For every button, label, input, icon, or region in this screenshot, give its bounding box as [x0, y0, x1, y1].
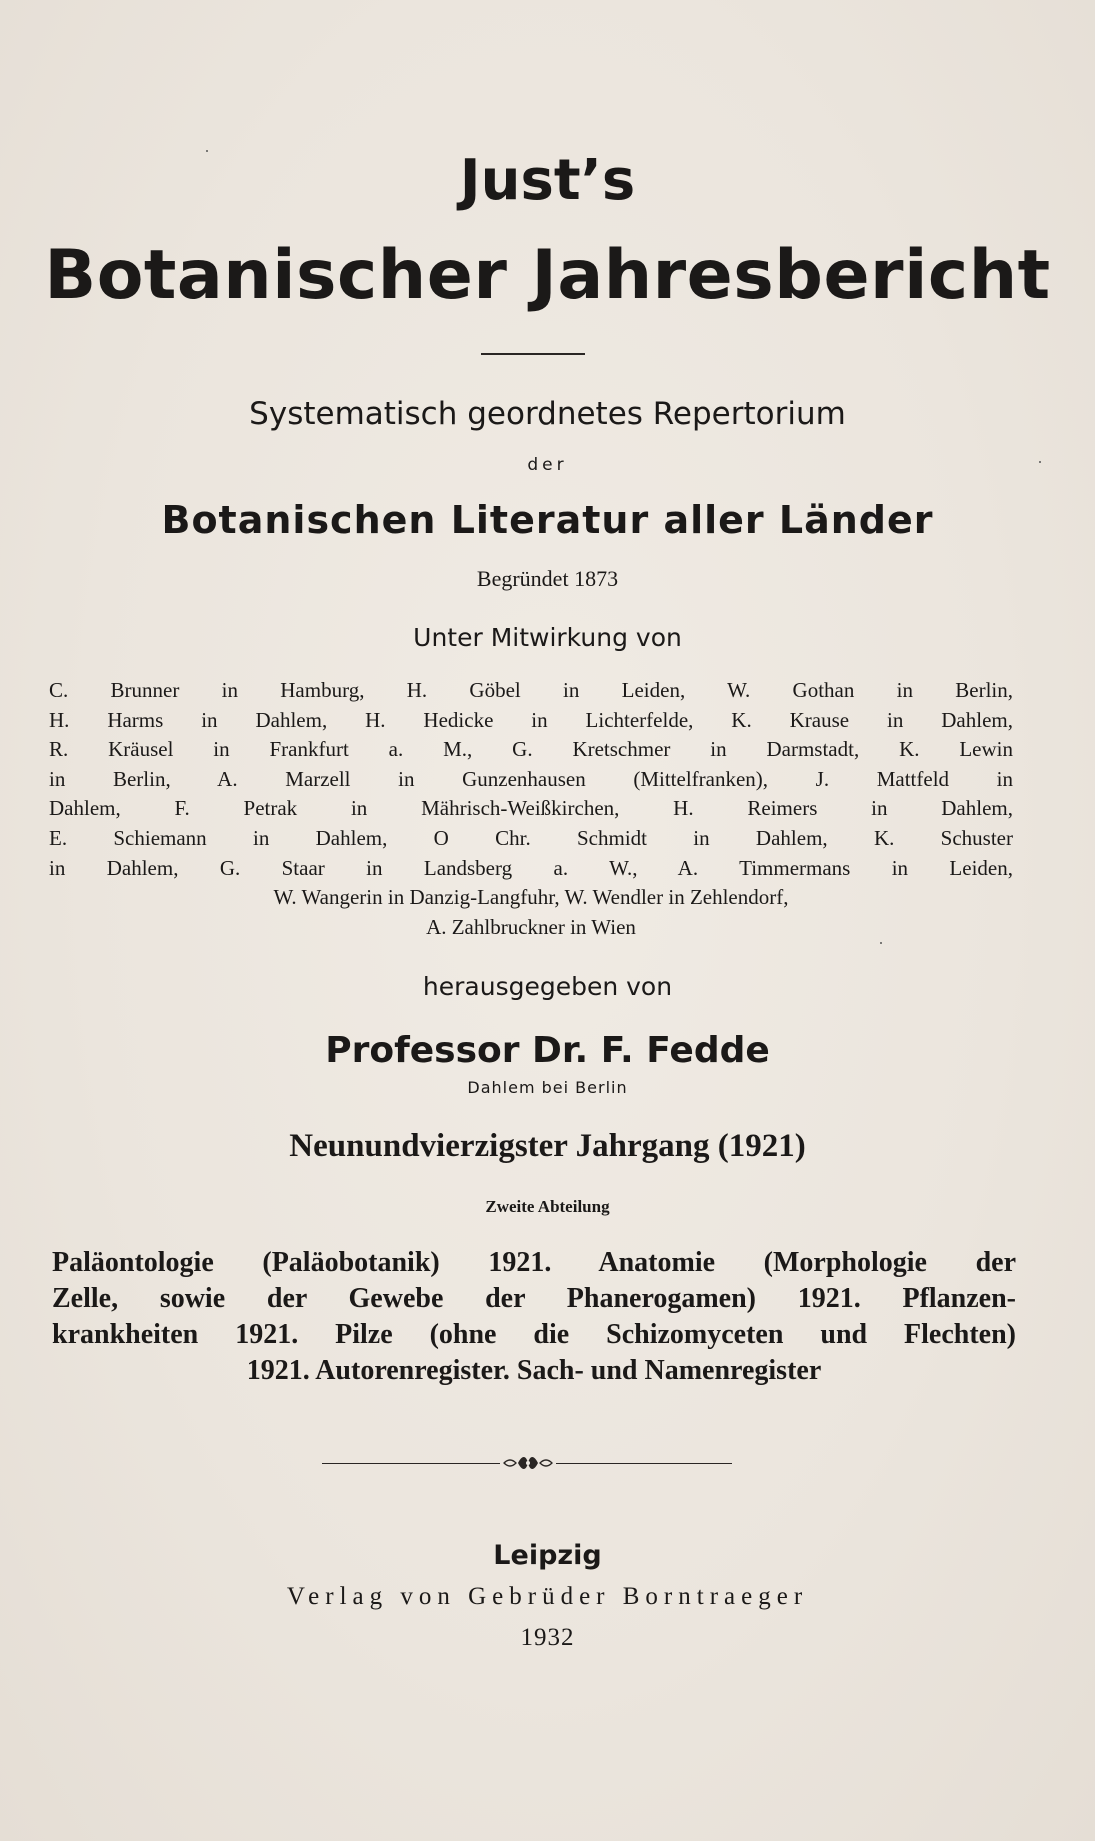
paper-speck	[1039, 461, 1041, 463]
paper-speck	[206, 150, 208, 152]
fleuron-icon	[502, 1453, 554, 1473]
title-line-1: Just’s	[459, 148, 636, 213]
cooperation-line: Unter Mitwirkung von	[413, 623, 682, 652]
contributors-line: W. Wangerin in Danzig-Langfuhr, W. Wendler in Zehlendorf,	[273, 885, 789, 909]
part-heading: Zweite Abteilung	[485, 1197, 610, 1216]
topics-line: Zelle, sowie der Gewebe der Phanerogamen) 1921. Pflanzen-	[52, 1283, 1016, 1314]
divider-rule	[481, 353, 585, 355]
contributors-line: C. Brunner in Hamburg, H. Göbel in Leiden, W. Gothan in Berlin,	[49, 678, 1013, 702]
editor-place: Dahlem bei Berlin	[467, 1078, 628, 1097]
contributors-line: R. Kräusel in Frankfurt a. M., G. Kretschmer in Darmstadt, K. Lewin	[49, 737, 1013, 761]
volume-heading: Neunundvierzigster Jahrgang (1921)	[289, 1128, 806, 1164]
editor-intro: herausgegeben von	[422, 972, 673, 1001]
literature-heading: Botanischen Literatur aller Länder	[161, 498, 934, 542]
contributors-line: in Dahlem, G. Staar in Landsberg a. W., A. Timmermans in Leiden,	[49, 856, 1013, 880]
founded-line: Begründet 1873	[476, 566, 619, 591]
publication-year: 1932	[520, 1624, 575, 1651]
contributors-line: Dahlem, F. Petrak in Mährisch-Weißkirchen, H. Reimers in Dahlem,	[49, 796, 1013, 820]
topics-line: krankheiten 1921. Pilze (ohne die Schizomyceten und Flechten)	[52, 1319, 1016, 1350]
contributors-line: A. Zahlbruckner in Wien	[426, 915, 636, 939]
city: Leipzig	[493, 1540, 602, 1571]
subtitle: Systematisch geordnetes Repertorium	[249, 396, 846, 432]
contributors-line: in Berlin, A. Marzell in Gunzenhausen (Mittelfranken), J. Mattfeld in	[49, 767, 1013, 791]
connector-der: der	[527, 455, 568, 475]
ornament-rule-left	[322, 1463, 500, 1464]
publisher: Verlag von Gebrüder Borntraeger	[286, 1583, 809, 1610]
topics-line: Paläontologie (Paläobotanik) 1921. Anatomie (Morphologie der	[52, 1247, 1016, 1278]
editor-name: Professor Dr. F. Fedde	[325, 1030, 770, 1071]
ornament-rule-right	[556, 1463, 732, 1464]
contributors-line: E. Schiemann in Dahlem, O Chr. Schmidt in Dahlem, K. Schuster	[49, 826, 1013, 850]
title-line-2: Botanischer Jahresbericht	[44, 236, 1051, 315]
contributors-line: H. Harms in Dahlem, H. Hedicke in Lichterfelde, K. Krause in Dahlem,	[49, 708, 1013, 732]
topics-line: 1921. Autorenregister. Sach- und Namenregister	[246, 1355, 822, 1386]
paper-speck	[880, 942, 882, 944]
